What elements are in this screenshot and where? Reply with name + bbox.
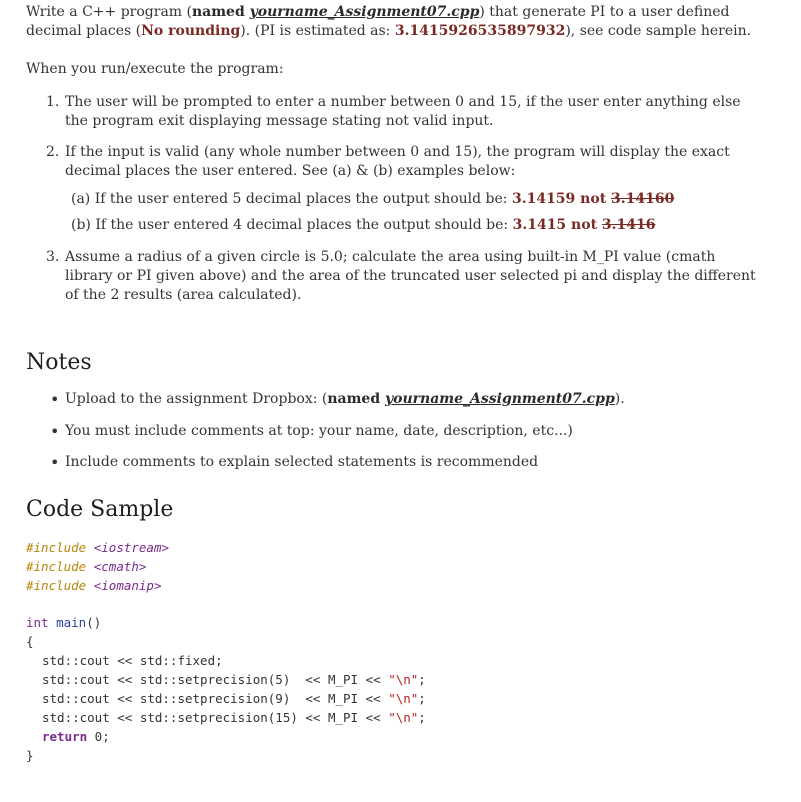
code-line: std::cout << std::fixed; <box>42 653 223 668</box>
intro-paragraph: Write a C++ program (named yourname_Assignment07.cpp) that generate PI to a user defined decimal places (No rounding). (PI is estimated as: 3.1415926535897932), see code sample herein. <box>26 4 752 39</box>
pi-value: 3.1415926535897932 <box>394 23 566 39</box>
code-line: #include <iostream> <box>26 540 170 555</box>
code-line: { <box>26 634 34 649</box>
filename: yourname_Assignment07.cpp <box>249 4 480 20</box>
bullet-icon: • <box>50 390 60 409</box>
code-line: return 0; <box>42 729 110 744</box>
code-line: std::cout << std::setprecision(9) << M_PI << "\n"; <box>42 691 426 706</box>
when-run-text: When you run/execute the program: <box>26 61 284 77</box>
bullet-icon: • <box>50 453 60 472</box>
code-line: #include <iomanip> <box>26 578 162 593</box>
code-line: int main() <box>26 615 102 630</box>
code-line: } <box>26 748 34 763</box>
bullet-icon: • <box>50 422 60 441</box>
named-label: named <box>191 4 250 20</box>
code-line: #include <cmath> <box>26 559 147 574</box>
code-line: std::cout << std::setprecision(5) << M_PI << "\n"; <box>42 672 426 687</box>
no-rounding: No rounding <box>141 23 241 39</box>
notes-heading: Notes <box>26 350 92 375</box>
code-line: std::cout << std::setprecision(15) << M_PI << "\n"; <box>42 710 426 725</box>
code-sample-heading: Code Sample <box>26 497 174 522</box>
